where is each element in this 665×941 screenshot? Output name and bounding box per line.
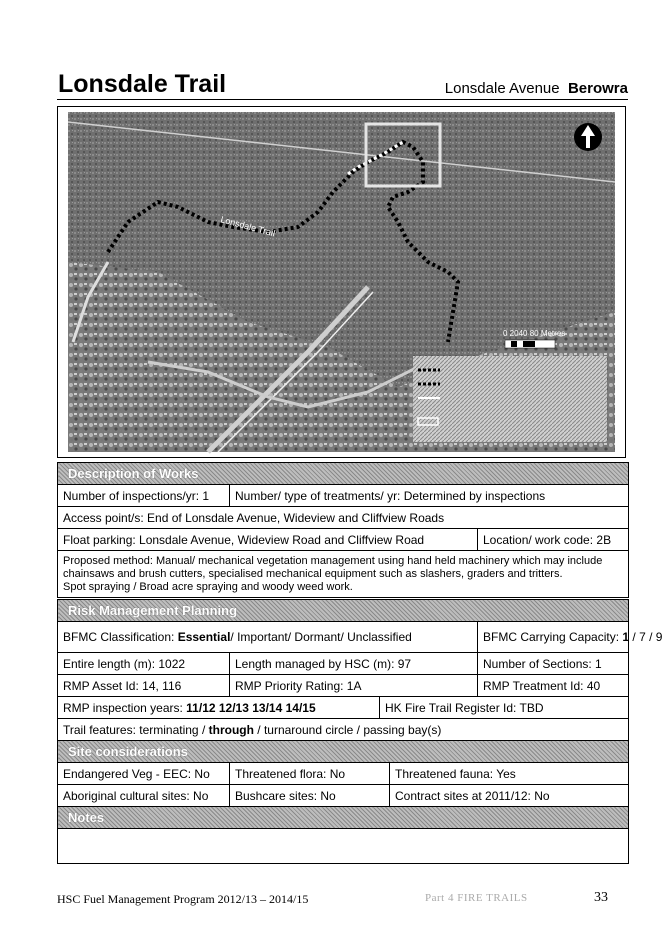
section-header-site: Site considerations [58, 741, 629, 763]
proposed-method-spraying: Spot spraying / Broad acre spraying and woody weed work. [63, 580, 353, 593]
treatments-per-year: Number/ type of treatments/ yr: Determined by inspections [230, 485, 629, 507]
bfmc-carrying-capacity: BFMC Carrying Capacity: 1 / 7 / 9 [478, 622, 629, 653]
section-header-notes: Notes [58, 807, 629, 829]
number-of-sections: Number of Sections: 1 [478, 653, 629, 675]
float-parking: Float parking: Lonsdale Avenue, Wideview Road and Cliffview Road [58, 529, 478, 551]
trail-features: Trail features: terminating / through / turnaround circle / passing bay(s) [58, 719, 629, 741]
endangered-veg-eec: Endangered Veg - EEC: No [58, 763, 230, 785]
access-points: Access point/s: End of Lonsdale Avenue, Wideview and Cliffview Roads [58, 507, 629, 529]
north-arrow-icon [574, 123, 602, 151]
entire-length: Entire length (m): 1022 [58, 653, 230, 675]
rmp-priority-rating: RMP Priority Rating: 1A [230, 675, 478, 697]
page-number: 33 [594, 890, 608, 905]
contract-sites: Contract sites at 2011/12: No [390, 785, 629, 807]
map-trail-label: Lonsdale Trail [219, 214, 277, 239]
page-title: Lonsdale Trail [58, 70, 227, 98]
location-heading [445, 80, 628, 97]
section-header-description: Description of Works [58, 463, 629, 485]
fire-trail-register-id: HK Fire Trail Register Id: TBD [380, 697, 629, 719]
aboriginal-cultural-sites: Aboriginal cultural sites: No [58, 785, 230, 807]
site-table [57, 740, 629, 864]
aerial-map [68, 112, 615, 452]
map-legend [413, 356, 607, 442]
threatened-fauna: Threatened fauna: Yes [390, 763, 629, 785]
proposed-method-text: Proposed method: Manual/ mechanical vegetation management using hand held machinery which may include chainsaws and brush cutters, specialised mechanical equipment such as slashers, graders and tritters. [63, 554, 603, 580]
rmp-inspection-years: RMP inspection years: 11/12 12/13 13/14 14/15 [58, 697, 380, 719]
risk-table [57, 599, 663, 741]
title-rule [57, 99, 628, 100]
rmp-treatment-id: RMP Treatment Id: 40 [478, 675, 629, 697]
work-code: Location/ work code: 2B [478, 529, 629, 551]
proposed-method [58, 551, 629, 598]
threatened-flora: Threatened flora: No [230, 763, 390, 785]
works-table [57, 462, 629, 598]
footer-program: HSC Fuel Management Program 2012/13 – 2014/15 [57, 892, 309, 906]
bushcare-sites: Bushcare sites: No [230, 785, 390, 807]
map-scale-label: 0 2040 80 Metres [503, 329, 566, 338]
section-header-risk: Risk Management Planning [58, 600, 629, 622]
bfmc-classification: BFMC Classification: Essential/ Important/ Dormant/ Unclassified [58, 622, 478, 653]
location-street: Lonsdale Avenue [444, 80, 560, 97]
location-suburb: Berowra [567, 80, 628, 97]
footer-part: Part 4 FIRE TRAILS [425, 892, 528, 904]
length-managed-hsc: Length managed by HSC (m): 97 [230, 653, 478, 675]
inspections-per-year: Number of inspections/yr: 1 [58, 485, 230, 507]
rmp-asset-id: RMP Asset Id: 14, 116 [58, 675, 230, 697]
map-scale-bar [505, 340, 555, 348]
notes-area [58, 829, 629, 864]
